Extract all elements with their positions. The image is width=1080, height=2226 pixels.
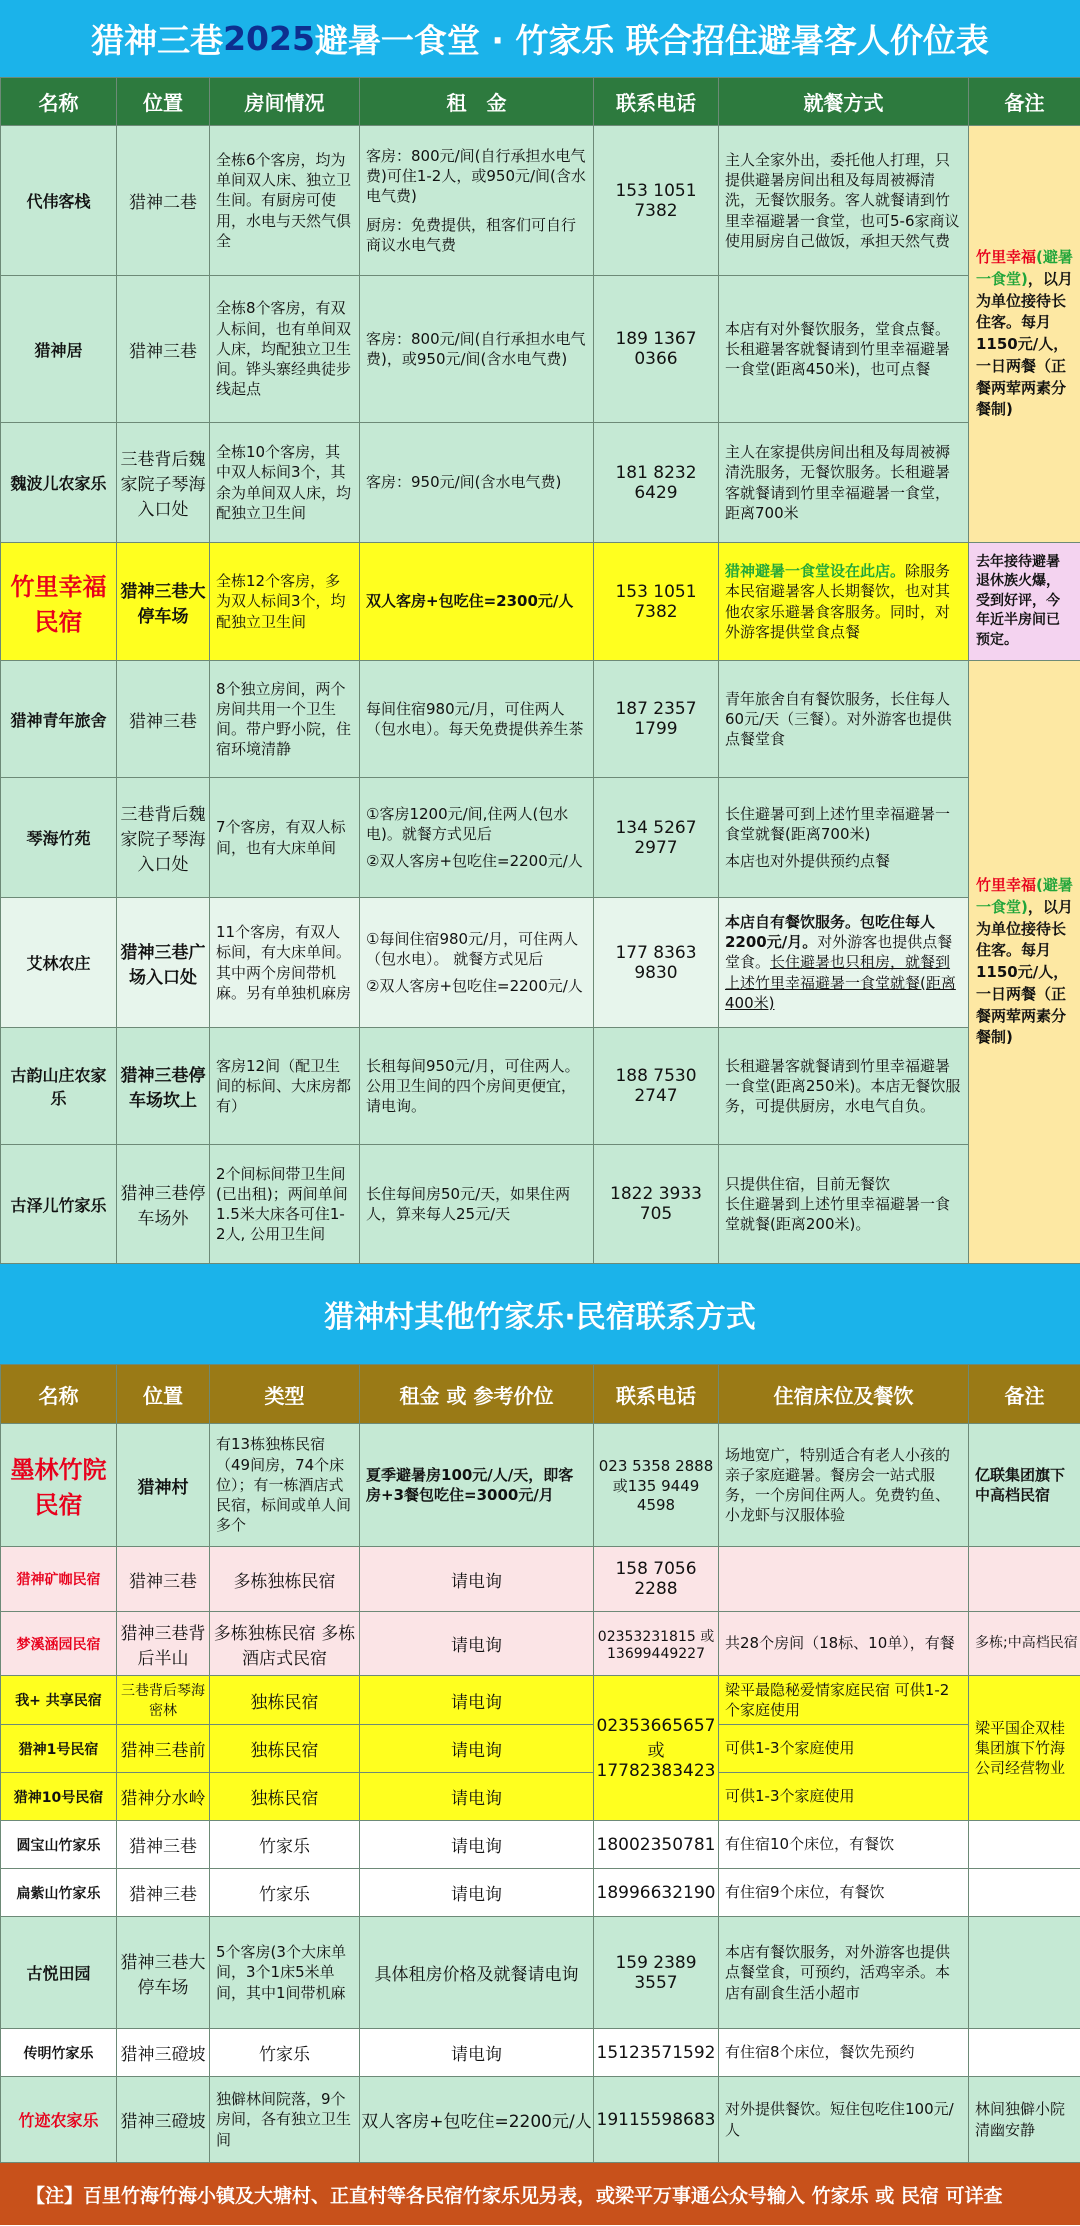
table-row [1,2077,1080,2163]
row-location: 猎神三巷大停车场 [117,1917,210,2029]
table-row [1,1028,1080,1145]
row-meal [719,778,969,898]
rent-text-2: ②双人客房+包吃住=2200元/人 [366,976,583,995]
table-row [1,423,1080,543]
row-phone: 134 5267 2977 [594,778,719,898]
row-price: 具体租房价格及就餐请电询 [360,1917,594,2029]
row-meal [719,543,969,661]
row-meal [719,898,969,1028]
row-meal [719,1145,969,1264]
note-text: ，以月为单位接待长住客。每月1150元/人，一日两餐（正餐两荤两素分餐制) [976,269,1073,419]
table-row [1,1821,1080,1869]
note-text: ，以月为单位接待长住客。每月1150元/人，一日两餐（正餐两荤两素分餐制) [976,897,1073,1047]
meal-text: 只提供住宿，目前无餐饮 [725,1174,891,1193]
row-bed: 梁平最隐秘爱情家庭民宿 可供1-2个家庭使用 [719,1676,969,1725]
note-cell-pink: 去年接待避暑退休族火爆，受到好评，今年近半房间已预定。 [969,543,1080,661]
row-location: 猎神三巷停车场外 [117,1145,210,1264]
note-cell-1 [969,126,1080,543]
row-name: 古悦田园 [1,1917,117,2029]
row-phone: 19115598683 [594,2077,719,2163]
row-note [969,1547,1080,1612]
table-row [1,778,1080,898]
table-row [1,1725,1080,1773]
row-bed: 共28个房间（18标、10单），有餐 [719,1612,969,1676]
row-meal: 青年旅舍自有餐饮服务，长住每人60元/天（三餐）。对外游客也提供点餐堂食 [719,661,969,778]
row-name: 我+ 共享民宿 [1,1676,117,1725]
row-price: 请电询 [360,1676,594,1725]
row-rent [360,898,594,1028]
table-row [1,276,1080,423]
footer-note: 【注】百里竹海竹海小镇及大塘村、正直村等各民宿竹家乐见另表，或梁平万事通公众号输入 竹家乐 或 民宿 可详查 [0,2163,1080,2225]
table-row [1,1612,1080,1676]
row-phone: 18996632190 [594,1869,719,1917]
row-bed: 场地宽广，特别适合有老人小孩的亲子家庭避暑。餐房会一站式服务，一个房间住两人。免费钓鱼、小龙虾与汉服体验 [719,1424,969,1547]
row-price: 夏季避暑房100元/人/天，即客房+3餐包吃住=3000元/月 [360,1424,594,1547]
row-rent: 长租每间950元/月，可住两人。公用卫生间的四个房间更便宜，请电询。 [360,1028,594,1145]
row-type: 独僻林间院落，9个房间，各有独立卫生间 [210,2077,360,2163]
row-name: 古韵山庄农家乐 [1,1028,117,1145]
row-rooms: 全栋6个客房，均为单间双人床、独立卫生间。有厨房可使用，水电与天然气俱全 [210,126,360,276]
row-note [969,1917,1080,2029]
section-title: 猎神村其他竹家乐·民宿联系方式 [0,1264,1080,1364]
row-phone: 188 7530 2747 [594,1028,719,1145]
note-red: 竹里幸福 [976,876,1037,894]
row-rooms: 客房12间（配卫生间的标间、大床房都有） [210,1028,360,1145]
page-title [0,0,1080,77]
row-type: 独栋民宿 [210,1725,360,1773]
row-location: 猎神三巷 [117,1821,210,1869]
row-meal: 长租避暑客就餐请到竹里幸福避暑一食堂(距离250米)。本店无餐饮服务，可提供厨房，水电气自负。 [719,1028,969,1145]
row-name: 扁紫山竹家乐 [1,1869,117,1917]
row-phone: 159 2389 3557 [594,1917,719,2029]
row-rooms: 全栋10个客房，其中双人标间3个，其余为单间双人床，均配独立卫生间 [210,423,360,543]
row-name: 猎神10号民宿 [1,1773,117,1821]
row-note [969,1821,1080,1869]
row-name: 琴海竹苑 [1,778,117,898]
table-row [1,1424,1080,1547]
col-meal: 就餐方式 [719,78,969,126]
row-phone: 023 5358 2888 或135 9449 4598 [594,1424,719,1547]
row-rent: 每间住宿980元/月，可住两人（包水电）。每天免费提供养生茶 [360,661,594,778]
row-location: 猎神三巷 [117,661,210,778]
title-suffix: 避暑一食堂 · 竹家乐 联合招住避暑客人价位表 [314,21,989,60]
rent-text: 客房：800元/间(自行承担水电气费)可住1-2人，或950元/间(含水电气费) [366,146,586,206]
row-price: 请电询 [360,1773,594,1821]
row-price: 请电询 [360,1612,594,1676]
row-price: 请电询 [360,2029,594,2077]
col-phone: 联系电话 [594,78,719,126]
col-bed: 住宿床位及餐饮 [719,1365,969,1424]
row-type: 有13栋独栋民宿（49间房，74个床位）；有一栋酒店式民宿，标间或单人间多个 [210,1424,360,1547]
row-note: 林间独僻小院清幽安静 [969,2077,1080,2163]
row-location: 猎神三巷 [117,276,210,423]
row-name: 猎神1号民宿 [1,1725,117,1773]
row-rent: 长住每间房50元/天，如果住两人，算来每人25元/天 [360,1145,594,1264]
table-row [1,1773,1080,1821]
table-row [1,1917,1080,2029]
rent-text: ①每间住宿980元/月，可住两人（包水电）。 就餐方式见后 [366,930,579,969]
row-rooms: 2个间标间带卫生间(已出租)；两间单间1.5米大床各可住1-2人, 公用卫生间 [210,1145,360,1264]
table-row-highlight [1,543,1080,661]
row-bed: 有住宿9个床位，有餐饮 [719,1869,969,1917]
row-name: 古泽儿竹家乐 [1,1145,117,1264]
table-row [1,1869,1080,1917]
col-phone: 联系电话 [594,1365,719,1424]
table-row [1,126,1080,276]
row-rent: 客房：950元/间(含水电气费) [360,423,594,543]
row-name: 墨林竹院民宿 [1,1424,117,1547]
row-note: 多栋;中高档民宿 [969,1612,1080,1676]
row-meal: 主人全家外出，委托他人打理，只提供避暑房间出租及每周被褥清洗，无餐饮服务。客人就餐请到竹里幸福避暑一食堂，也可5-6家商议使用厨房自己做饭，承担天然气费 [719,126,969,276]
row-type: 独栋民宿 [210,1773,360,1821]
row-phone: 15123571592 [594,2029,719,2077]
col-location: 位置 [117,1365,210,1424]
note-green: (避暑一食堂) [976,876,1073,916]
row-bed: 可供1-3个家庭使用 [719,1773,969,1821]
row-bed: 有住宿10个床位，有餐饮 [719,1821,969,1869]
row-name: 传明竹家乐 [1,2029,117,2077]
row-phone: 187 2357 1799 [594,661,719,778]
row-type: 竹家乐 [210,2029,360,2077]
table-header [1,1365,1080,1424]
row-location: 猎神三磴坡 [117,2077,210,2163]
row-phone: 158 7056 2288 [594,1547,719,1612]
row-phone: 189 1367 0366 [594,276,719,423]
row-price: 请电询 [360,1821,594,1869]
row-name: 猎神矿咖民宿 [1,1547,117,1612]
row-phone: 02353231815 或13699449227 [594,1612,719,1676]
table-row [1,1145,1080,1264]
table-header [1,78,1080,126]
row-location: 猎神三巷 [117,1547,210,1612]
col-rooms: 房间情况 [210,78,360,126]
row-bed [719,1547,969,1612]
row-phone: 181 8232 6429 [594,423,719,543]
row-location: 猎神三巷停车场坎上 [117,1028,210,1145]
table-row [1,1676,1080,1725]
row-phone: 1822 3933 705 [594,1145,719,1264]
meal-text-2: 本店也对外提供预约点餐 [725,851,891,870]
row-rooms: 8个独立房间，两个房间共用一个卫生间。带户野小院，住宿环境清静 [210,661,360,778]
col-name: 名称 [1,1365,117,1424]
table-row [1,2029,1080,2077]
row-location: 三巷背后魏家院子琴海入口处 [117,423,210,543]
note-cell-2 [969,661,1080,1264]
row-type: 5个客房(3个大床单间，3个1床5米单间，其中1间带机麻 [210,1917,360,2029]
meal-highlight: 猎神避暑一食堂设在此店。 [725,562,906,580]
row-name: 圆宝山竹家乐 [1,1821,117,1869]
row-name: 梦溪涵园民宿 [1,1612,117,1676]
row-location: 猎神三巷 [117,1869,210,1917]
row-price: 请电询 [360,1547,594,1612]
meal-text-2: 长住避暑到上述竹里幸福避暑一食堂就餐(距离200米)。 [725,1194,951,1234]
row-phone: 18002350781 [594,1821,719,1869]
table-row [1,661,1080,778]
row-location: 猎神三巷大停车场 [117,543,210,661]
note-red: 竹里幸福 [976,248,1037,266]
meal-underlined: 长住避暑也只租房，就餐到上述竹里幸福避暑一食堂就餐(距离400米) [725,953,956,1012]
note-green: (避暑一食堂) [976,248,1073,288]
row-name: 魏波儿农家乐 [1,423,117,543]
price-table [0,77,1080,1264]
row-type: 竹家乐 [210,1821,360,1869]
meal-bold: 本店自有餐饮服务。包吃住每人2200元/月。 [725,912,936,952]
row-phone: 153 1051 7382 [594,543,719,661]
rent-text-2: ②双人客房+包吃住=2200元/人 [366,851,583,870]
title-year: 2025 [223,19,315,58]
row-rooms: 全栋12个客房，多为双人标间3个，均配独立卫生间 [210,543,360,661]
row-phone: 177 8363 9830 [594,898,719,1028]
row-note: 亿联集团旗下中高档民宿 [969,1424,1080,1547]
row-name: 猎神青年旅舍 [1,661,117,778]
row-location: 猎神三巷广场入口处 [117,898,210,1028]
group-note: 梁平国企双桂集团旗下竹海公司经营物业 [969,1676,1080,1821]
row-location: 三巷背后魏家院子琴海入口处 [117,778,210,898]
row-bed: 本店有餐饮服务，对外游客也提供点餐堂食，可预约，活鸡宰杀。本店有副食生活小超市 [719,1917,969,2029]
row-bed: 可供1-3个家庭使用 [719,1725,969,1773]
row-location: 猎神三磴坡 [117,2029,210,2077]
row-rooms: 全栋8个客房，有双人标间，也有单间双人床，均配独立卫生间。铧头寨经典徒步线起点 [210,276,360,423]
row-rooms: 7个客房，有双人标间，也有大床单间 [210,778,360,898]
title-prefix: 猎神三巷 [91,21,224,60]
col-note: 备注 [969,1365,1080,1424]
col-note: 备注 [969,78,1080,126]
row-rent: 双人客房+包吃住=2300元/人 [360,543,594,661]
row-bed: 对外提供餐饮。短住包吃住100元/人 [719,2077,969,2163]
col-location: 位置 [117,78,210,126]
rent-text: ①客房1200元/间,住两人(包水电)。就餐方式见后 [366,805,569,844]
row-name: 竹迹农家乐 [1,2077,117,2163]
row-rent [360,126,594,276]
row-price: 请电询 [360,1725,594,1773]
meal-text: 除服务本民宿避暑客人长期餐饮，也对其他农家乐避暑食客服务。同时，对外游客提供堂食点餐 [725,562,951,641]
row-meal: 主人在家提供房间出租及每周被褥清洗服务，无餐饮服务。长租避暑客就餐请到竹里幸福避暑一食堂，距离700米 [719,423,969,543]
row-location: 猎神二巷 [117,126,210,276]
row-type: 独栋民宿 [210,1676,360,1725]
row-type: 多栋独栋民宿 多栋酒店式民宿 [210,1612,360,1676]
col-rent: 租 金 [360,78,594,126]
col-type: 类型 [210,1365,360,1424]
row-note [969,2029,1080,2077]
row-phone: 153 1051 7382 [594,126,719,276]
rent-text-2: 厨房：免费提供，租客们可自行商议水电气费 [366,215,577,254]
row-price: 请电询 [360,1869,594,1917]
row-meal: 本店有对外餐饮服务，堂食点餐。长租避暑客就餐请到竹里幸福避暑一食堂(距离450米)，也可点餐 [719,276,969,423]
row-rent [360,778,594,898]
row-bed: 有住宿8个床位，餐饮先预约 [719,2029,969,2077]
row-name: 猎神居 [1,276,117,423]
row-rooms: 11个客房，有双人标间，有大床单间。其中两个房间带机麻。另有单独机麻房 [210,898,360,1028]
col-price: 租金 或 参考价位 [360,1365,594,1424]
contact-table [0,1364,1080,2163]
table-row [1,1547,1080,1612]
row-location: 猎神村 [117,1424,210,1547]
row-type: 多栋独栋民宿 [210,1547,360,1612]
table-row [1,898,1080,1028]
row-type: 竹家乐 [210,1869,360,1917]
row-location: 猎神三巷前 [117,1725,210,1773]
row-note [969,1869,1080,1917]
row-location: 三巷背后琴海密林 [117,1676,210,1725]
col-name: 名称 [1,78,117,126]
group-phone: 02353665657 或17782383423 [594,1676,719,1821]
row-name: 艾林农庄 [1,898,117,1028]
meal-text: 长住避暑可到上述竹里幸福避暑一食堂就餐(距离700米) [725,805,951,844]
row-name: 竹里幸福民宿 [1,543,117,661]
row-price: 双人客房+包吃住=2200元/人 [360,2077,594,2163]
row-rent: 客房：800元/间(自行承担水电气费)，或950元/间(含水电气费) [360,276,594,423]
row-location: 猎神三巷背后半山 [117,1612,210,1676]
row-name: 代伟客栈 [1,126,117,276]
meal-text: 对外游客也提供点餐堂食。 [725,933,953,972]
row-location: 猎神分水岭 [117,1773,210,1821]
